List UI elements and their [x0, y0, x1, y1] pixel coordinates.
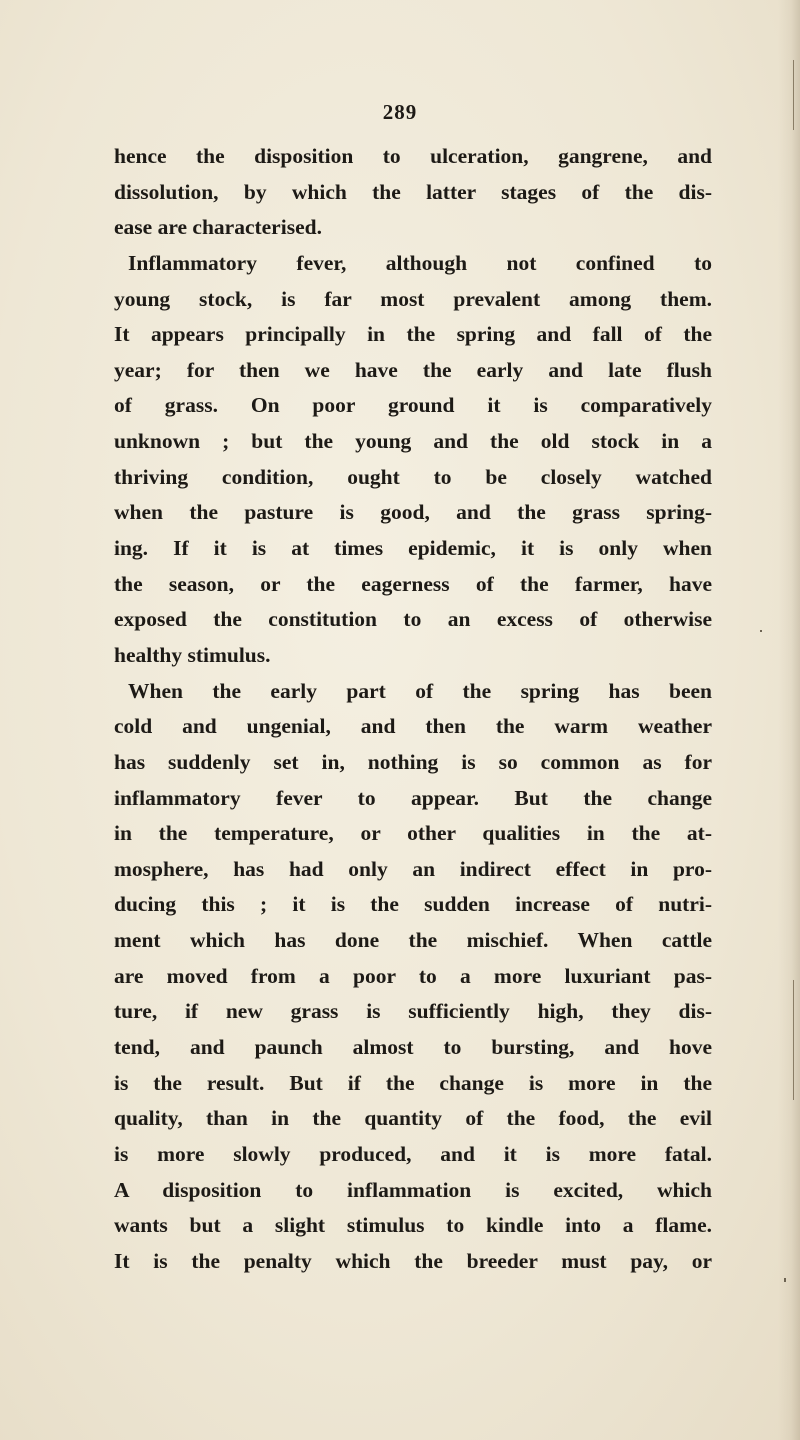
text-line: mosphere, has had only an indirect effect in pro- [114, 856, 712, 881]
text-line: exposed the constitution to an excess of otherwise [114, 607, 712, 632]
text-line: the season, or the eagerness of the farmer, have [114, 571, 712, 596]
text-line: wants but a slight stimulus to kindle into a flame. [114, 1213, 712, 1238]
text-line: ture, if new grass is sufficiently high, they dis- [114, 999, 712, 1024]
text-line: inflammatory fever to appear. But the change [114, 785, 712, 810]
text-line: ing. If it is at times epidemic, it is only when [114, 536, 712, 561]
text-line: year; for then we have the early and late flush [114, 357, 712, 382]
text-line: A disposition to inflammation is excited, which [114, 1177, 712, 1202]
page-number: 289 [382, 100, 418, 124]
text-line: ducing this ; it is the sudden increase of nutri- [114, 892, 712, 917]
text-line: of grass. On poor ground it is comparatively [114, 393, 712, 418]
text-line: ment which has done the mischief. When cattle [114, 928, 712, 953]
text-line: ease are characterised. [114, 215, 322, 240]
text-line: are moved from a poor to a more luxuriant pas- [114, 963, 712, 988]
text-line: when the pasture is good, and the grass spring- [114, 500, 712, 525]
paper-speck [760, 630, 762, 632]
text-line: quality, than in the quantity of the food, the evil [114, 1106, 712, 1131]
page-edge-line [793, 980, 794, 1100]
text-line: cold and ungenial, and then the warm weather [114, 714, 712, 739]
text-line: is the result. But if the change is more in the [114, 1070, 712, 1095]
text-line: is more slowly produced, and it is more fatal. [114, 1141, 712, 1166]
text-line: thriving condition, ought to be closely watched [114, 464, 712, 489]
text-line: Inflammatory fever, although not confined to [128, 250, 712, 275]
text-line: has suddenly set in, nothing is so common as for [114, 749, 712, 774]
text-line: tend, and paunch almost to bursting, and hove [114, 1035, 712, 1060]
text-line: in the temperature, or other qualities in the at- [114, 821, 712, 846]
text-line: healthy stimulus. [114, 642, 271, 667]
text-line: It is the penalty which the breeder must pay, or [114, 1248, 712, 1273]
text-line: young stock, is far most prevalent among them. [114, 286, 712, 311]
paper-speck [784, 1278, 786, 1282]
text-line: dissolution, by which the latter stages of the dis- [114, 179, 712, 204]
text-line: When the early part of the spring has been [128, 678, 712, 703]
text-line: It appears principally in the spring and fall of the [114, 322, 712, 347]
body-text [114, 139, 712, 1280]
page-edge-shadow [778, 0, 800, 1440]
text-line: hence the disposition to ulceration, gangrene, and [114, 144, 712, 168]
text-line: unknown ; but the young and the old stock in a [114, 429, 712, 454]
